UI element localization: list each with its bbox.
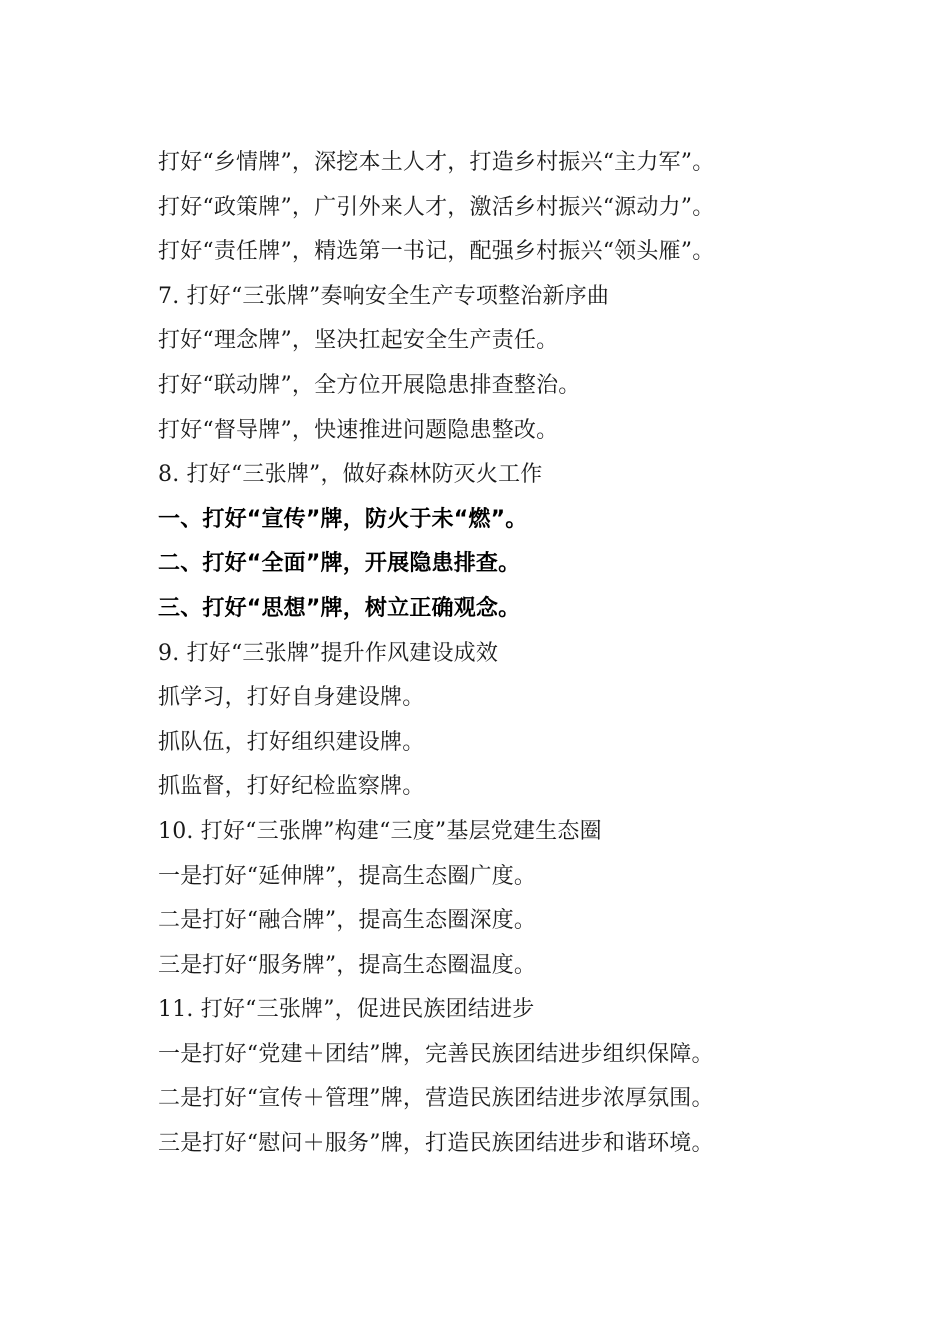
- text-line: 三是打好“慰问＋服务”牌，打造民族团结进步和谐环境。: [158, 1131, 714, 1157]
- text-line: 一是打好“延伸牌”，提高生态圈广度。: [158, 863, 537, 889]
- bold-text-line: 一、打好“宣传”牌，防火于未“燃”。: [158, 506, 528, 532]
- section-heading-11: 11. 打好“三张牌”，促进民族团结进步: [158, 997, 535, 1023]
- section-heading-8: 8. 打好“三张牌”，做好森林防灭火工作: [158, 462, 543, 488]
- text-line: 抓监督，打好纪检监察牌。: [158, 774, 425, 800]
- text-line: 二是打好“宣传＋管理”牌，营造民族团结进步浓厚氛围。: [158, 1086, 714, 1112]
- text-line: 打好“联动牌”，全方位开展隐患排查整治。: [158, 372, 581, 398]
- text-line: 打好“责任牌”，精选第一书记，配强乡村振兴“领头雁”。: [158, 239, 715, 265]
- text-line: 二是打好“融合牌”，提高生态圈深度。: [158, 908, 537, 934]
- bold-text-line: 二、打好“全面”牌，开展隐患排查。: [158, 551, 521, 577]
- text-line: 一是打好“党建＋团结”牌，完善民族团结进步组织保障。: [158, 1041, 714, 1067]
- text-line: 抓学习，打好自身建设牌。: [158, 685, 425, 711]
- text-line: 抓队伍，打好组织建设牌。: [158, 729, 425, 755]
- text-line: 打好“理念牌”，坚决扛起安全生产责任。: [158, 328, 559, 354]
- section-heading-9: 9. 打好“三张牌”提升作风建设成效: [158, 640, 499, 666]
- text-line: 打好“政策牌”，广引外来人才，激活乡村振兴“源动力”。: [158, 194, 715, 220]
- text-line: 打好“乡情牌”，深挖本土人才，打造乡村振兴“主力军”。: [158, 150, 715, 175]
- document-body: [158, 141, 858, 1167]
- text-line: 打好“督导牌”，快速推进问题隐患整改。: [158, 417, 559, 443]
- bold-text-line: 三、打好“思想”牌，树立正确观念。: [158, 595, 521, 621]
- section-heading-7: 7. 打好“三张牌”奏响安全生产专项整治新序曲: [158, 283, 610, 309]
- text-line: 三是打好“服务牌”，提高生态圈温度。: [158, 952, 537, 978]
- section-heading-10: 10. 打好“三张牌”构建“三度”基层党建生态圈: [158, 818, 602, 844]
